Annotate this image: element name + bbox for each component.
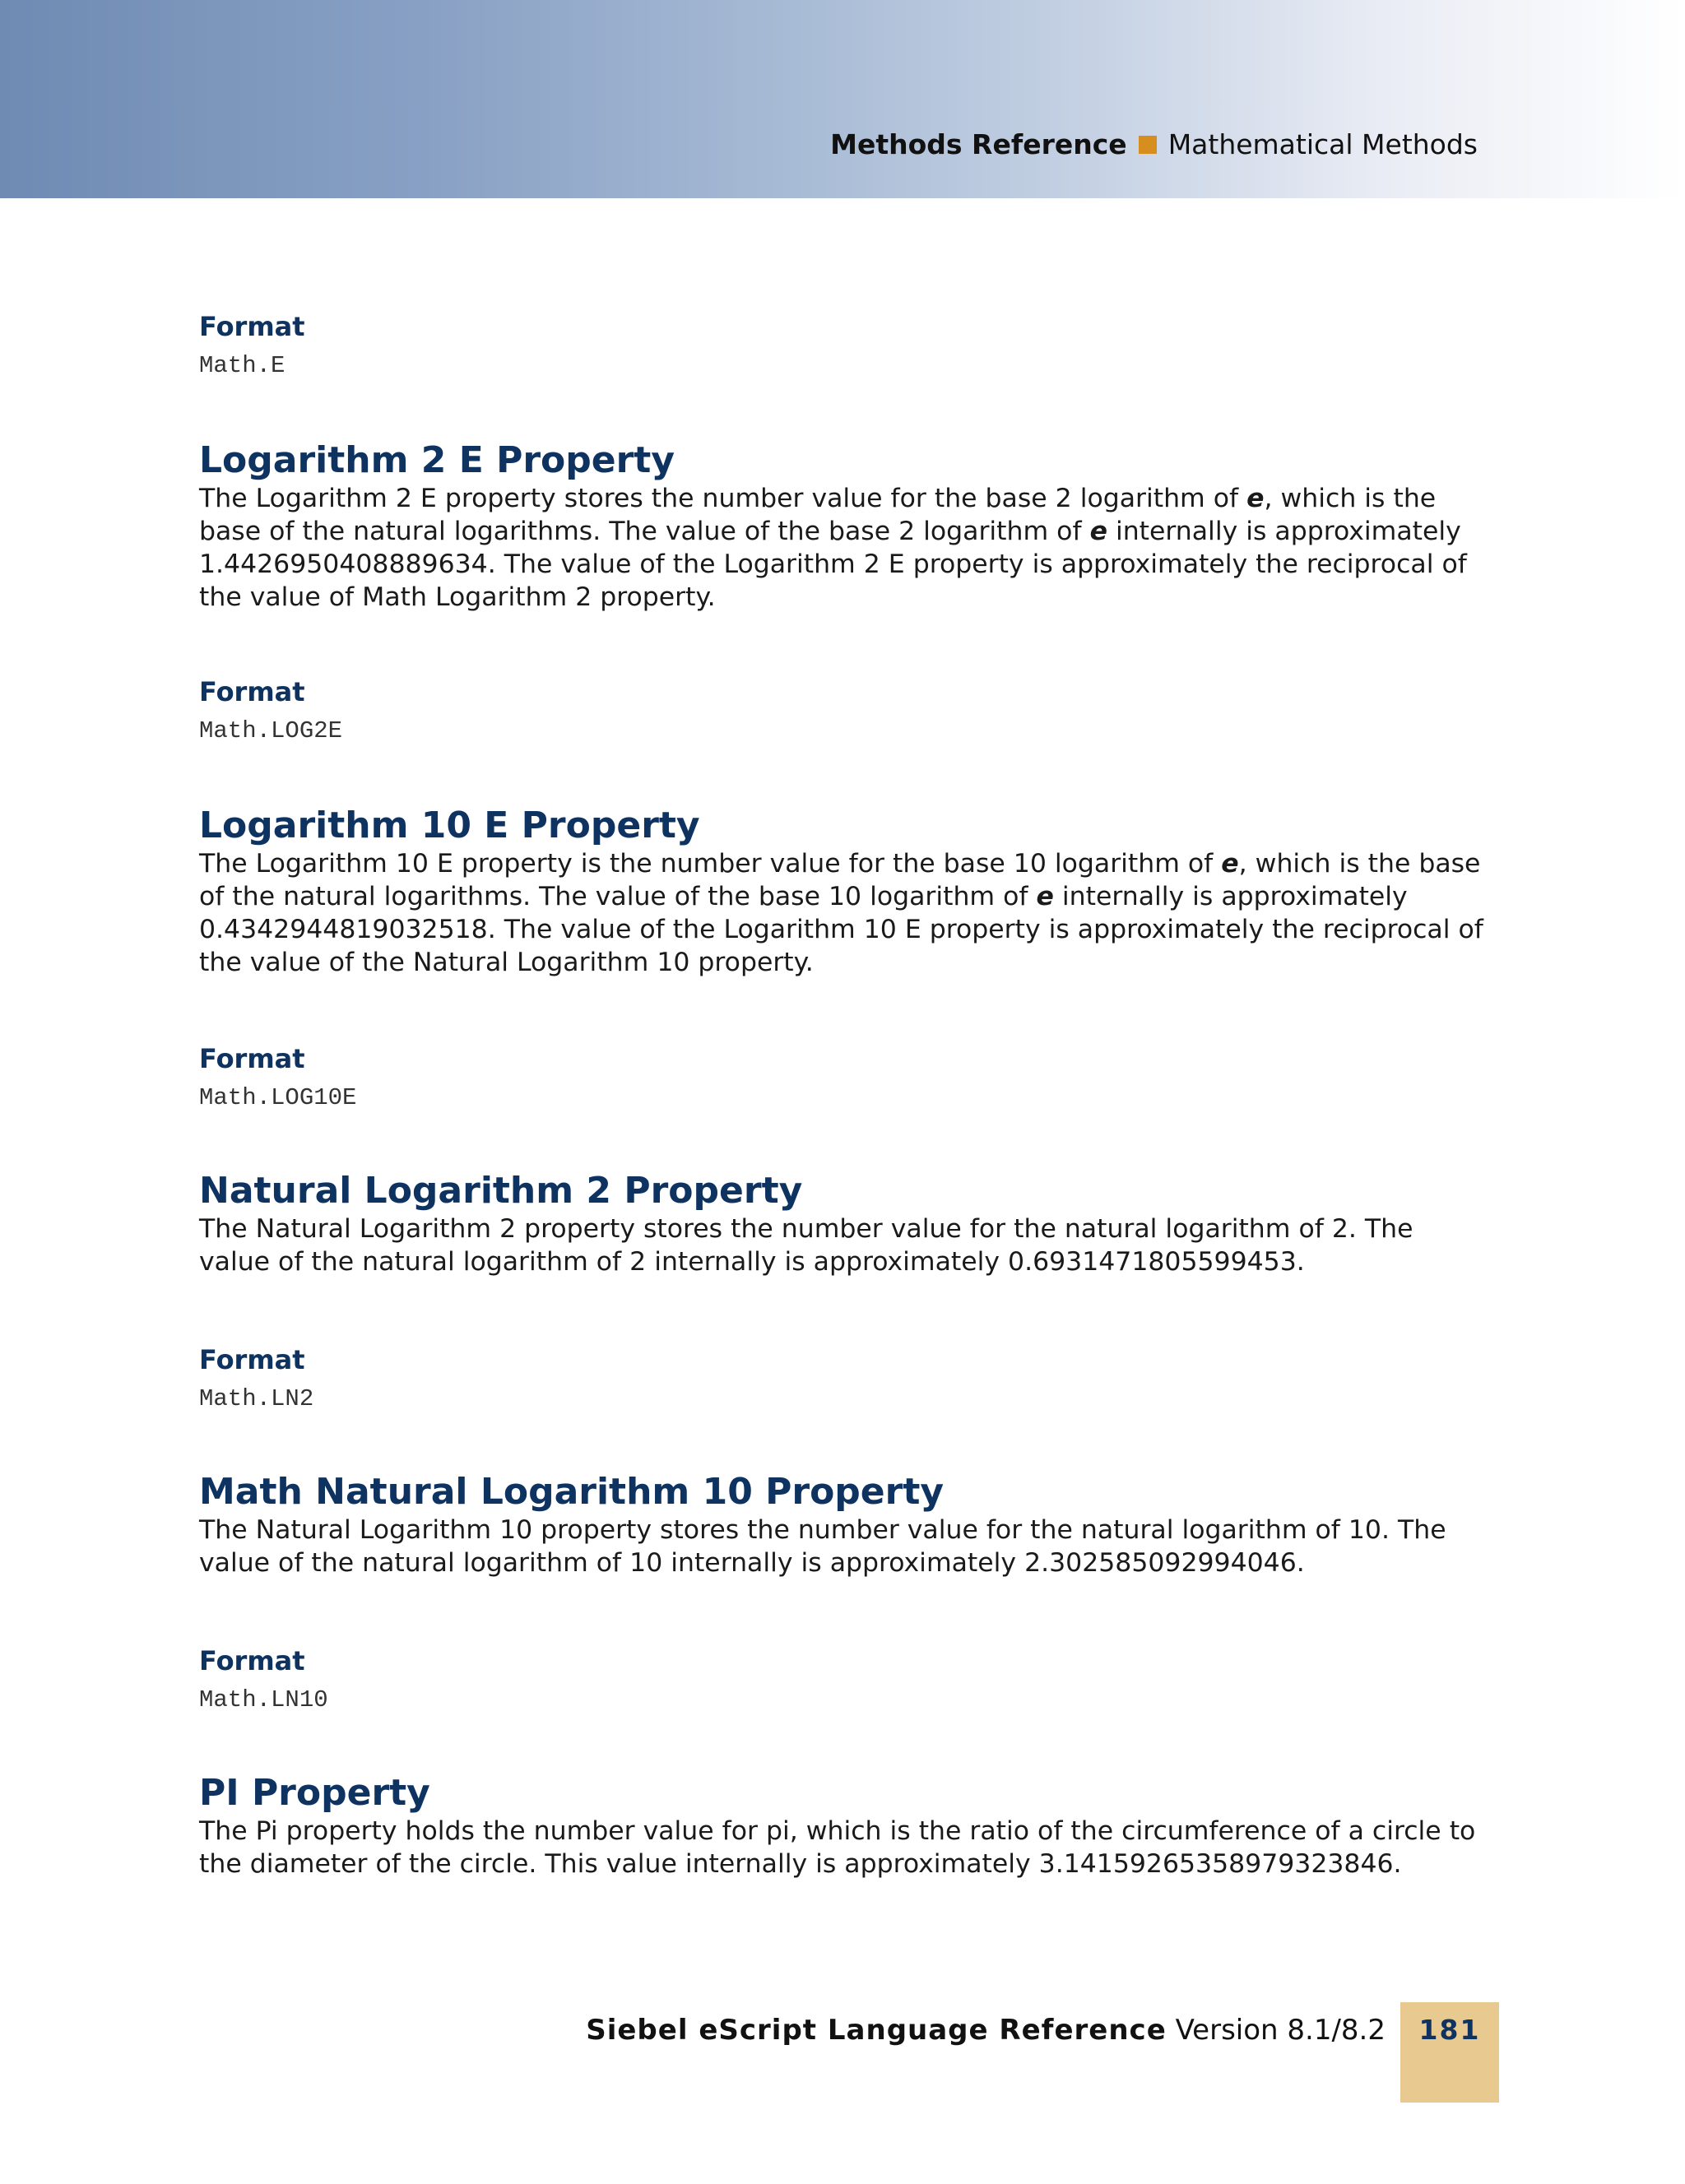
format-label: Format: [199, 311, 305, 342]
footer-book-title: [586, 2014, 1386, 2047]
section-title: Logarithm 2 E Property: [199, 439, 675, 481]
section-description: The Pi property holds the number value for pi, which is the ratio of the circumference of a circle to the diameter of the circle. This value internally is approximately 3.14159265358979323846.: [199, 1816, 1476, 1879]
page-number-box: [1400, 2002, 1499, 2103]
section-title: Natural Logarithm 2 Property: [199, 1170, 803, 1212]
section-description: The Logarithm 2 E property stores the number value for the base 2 logarithm of e, which is the base of the natural logarithms. The value of the base 2 logarithm of e internally is approximately 1.4426950408889634. The value of the Logarithm 2 E property is approximately the reciprocal of the value of Math Logarithm 2 property.: [199, 484, 1467, 612]
section-description: The Logarithm 10 E property is the number value for the base 10 logarithm of e, which is the base of the natural logarithms. The value of the base 10 logarithm of e internally is approximately 0.4342944819032518. The value of the Logarithm 10 E property is approximately the reciprocal of the value of the Natural Logarithm 10 property.: [199, 849, 1483, 977]
page-number: 181: [1418, 2014, 1481, 2046]
section-title: Math Natural Logarithm 10 Property: [199, 1471, 945, 1513]
emphasized-term: e: [1036, 882, 1054, 911]
section-description: The Natural Logarithm 10 property stores the number value for the natural logarithm of 10. The value of the natural logarithm of 10 internally is approximately 2.302585092994046.: [199, 1515, 1446, 1578]
running-head: [830, 128, 1478, 160]
section-description: The Natural Logarithm 2 property stores the number value for the natural logarithm of 2. The value of the natural logarithm of 2 internally is approximately 0.6931471805599453.: [199, 1214, 1413, 1277]
format-code: Math.LN10: [199, 1686, 328, 1713]
footer-version: Version 8.1/8.2: [1175, 2014, 1386, 2047]
format-label: Format: [199, 1043, 305, 1074]
format-code: Math.LOG10E: [199, 1084, 357, 1111]
running-head-section: Methods Reference: [830, 128, 1127, 160]
format-code: Math.LN2: [199, 1385, 314, 1412]
format-code: Math.E: [199, 352, 285, 379]
footer-book-name: Siebel eScript Language Reference: [586, 2014, 1167, 2047]
format-label: Format: [199, 1645, 305, 1676]
emphasized-term: e: [1246, 484, 1265, 513]
running-head-separator-square: [1139, 136, 1157, 154]
format-code: Math.LOG2E: [199, 717, 343, 744]
header-band: [0, 0, 1685, 198]
section-title: PI Property: [199, 1772, 430, 1814]
running-head-subsection: Mathematical Methods: [1167, 128, 1478, 160]
emphasized-term: e: [1089, 517, 1107, 546]
emphasized-term: e: [1221, 849, 1239, 879]
format-label: Format: [199, 1344, 305, 1375]
format-label: Format: [199, 676, 305, 707]
section-title: Logarithm 10 E Property: [199, 805, 700, 846]
